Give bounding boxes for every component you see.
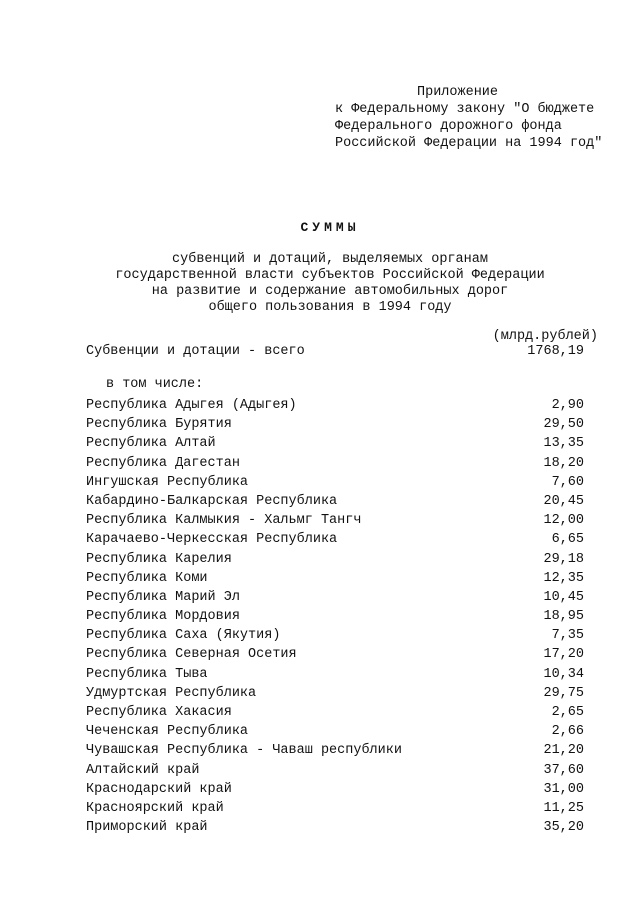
region-name: Республика Тыва	[86, 666, 208, 682]
list-item	[86, 645, 584, 664]
region-value: 21,20	[543, 743, 584, 759]
annex-line: Российской Федерации на 1994 год"	[335, 136, 603, 151]
region-name: Удмуртская Республика	[86, 685, 257, 701]
region-value: 2,66	[551, 724, 584, 740]
region-name: Республика Бурятия	[86, 417, 232, 433]
region-name: Краснодарский край	[86, 781, 232, 797]
region-value: 10,34	[543, 666, 584, 682]
list-item	[86, 550, 584, 569]
region-name: Республика Алтай	[86, 436, 216, 452]
region-name: Чеченская Республика	[86, 724, 249, 740]
region-value: 35,20	[543, 820, 584, 836]
region-name: Чувашская Республика - Чаваш республики	[86, 743, 402, 759]
region-name: Республика Саха (Якутия)	[86, 628, 281, 644]
annex-header	[335, 84, 635, 152]
list-item	[86, 626, 584, 645]
subtitle-line: общего пользования в 1994 году	[208, 300, 452, 315]
list-item	[86, 492, 584, 511]
region-value: 11,25	[543, 800, 584, 816]
list-item	[86, 780, 584, 799]
region-name: Республика Мордовия	[86, 609, 240, 625]
region-name: Ингушская Республика	[86, 474, 249, 490]
region-value: 6,65	[551, 532, 584, 548]
region-name: Республика Дагестан	[86, 455, 240, 471]
list-item	[86, 473, 584, 492]
region-value: 37,60	[543, 762, 584, 778]
region-name: Республика Карелия	[86, 551, 232, 567]
document-title: СУММЫ	[300, 220, 360, 235]
total-label: Субвенции и дотации - всего	[86, 344, 305, 359]
region-value: 12,00	[543, 513, 584, 529]
total-value: 1768,19	[527, 344, 584, 359]
list-item	[86, 588, 584, 607]
list-item	[86, 722, 584, 741]
subtitle-line: субвенций и дотаций, выделяемых органам	[172, 252, 488, 267]
region-value: 10,45	[543, 589, 584, 605]
list-item	[86, 799, 584, 818]
region-name: Республика Северная Осетия	[86, 647, 297, 663]
list-item	[86, 761, 584, 780]
list-item	[86, 454, 584, 473]
units-label: (млрд.рублей)	[492, 329, 598, 344]
annex-line: к Федеральному закону "О бюджете	[335, 102, 595, 117]
region-value: 2,90	[551, 398, 584, 413]
region-name: Республика Марий Эл	[86, 589, 240, 605]
list-item	[86, 741, 584, 760]
list-item	[86, 530, 584, 549]
list-item	[86, 818, 584, 837]
region-value: 12,35	[543, 570, 584, 586]
list-item	[86, 607, 584, 626]
list-item	[86, 703, 584, 722]
region-value: 17,20	[543, 647, 584, 663]
region-value: 7,35	[551, 628, 584, 644]
region-name: Карачаево-Черкесская Республика	[86, 532, 338, 548]
list-item	[86, 665, 584, 684]
subtitle-line: государственной власти субъектов Российской Федерации	[115, 268, 545, 283]
region-value: 18,95	[543, 609, 584, 625]
region-value: 18,20	[543, 455, 584, 471]
region-value: 29,50	[543, 417, 584, 433]
region-name: Республика Коми	[86, 570, 208, 586]
region-name: Республика Хакасия	[86, 705, 232, 720]
list-item	[86, 569, 584, 588]
list-item	[86, 396, 584, 415]
list-item	[86, 684, 584, 703]
region-value: 13,35	[543, 436, 584, 452]
region-value: 29,75	[543, 685, 584, 701]
list-item	[86, 415, 584, 434]
region-value: 2,65	[551, 705, 584, 720]
region-name: Алтайский край	[86, 762, 200, 778]
subtitle-line: на развитие и содержание автомобильных дорог	[151, 284, 509, 299]
region-name: Приморский край	[86, 820, 208, 836]
annex-line: Федерального дорожного фонда	[335, 119, 562, 134]
annex-line: Приложение	[417, 85, 499, 100]
subsidies-list	[86, 396, 584, 837]
region-name: Красноярский край	[86, 800, 224, 816]
including-label: в том числе:	[106, 377, 204, 392]
total-row	[86, 344, 584, 359]
region-value: 31,00	[543, 781, 584, 797]
region-value: 20,45	[543, 493, 584, 509]
region-value: 29,18	[543, 551, 584, 567]
region-name: Республика Адыгея (Адыгея)	[86, 398, 297, 413]
list-item	[86, 434, 584, 453]
region-name: Республика Калмыкия - Хальмг Тангч	[86, 513, 362, 529]
list-item	[86, 511, 584, 530]
region-value: 7,60	[551, 474, 584, 490]
document-subtitle	[0, 252, 640, 316]
region-name: Кабардино-Балкарская Республика	[86, 493, 338, 509]
